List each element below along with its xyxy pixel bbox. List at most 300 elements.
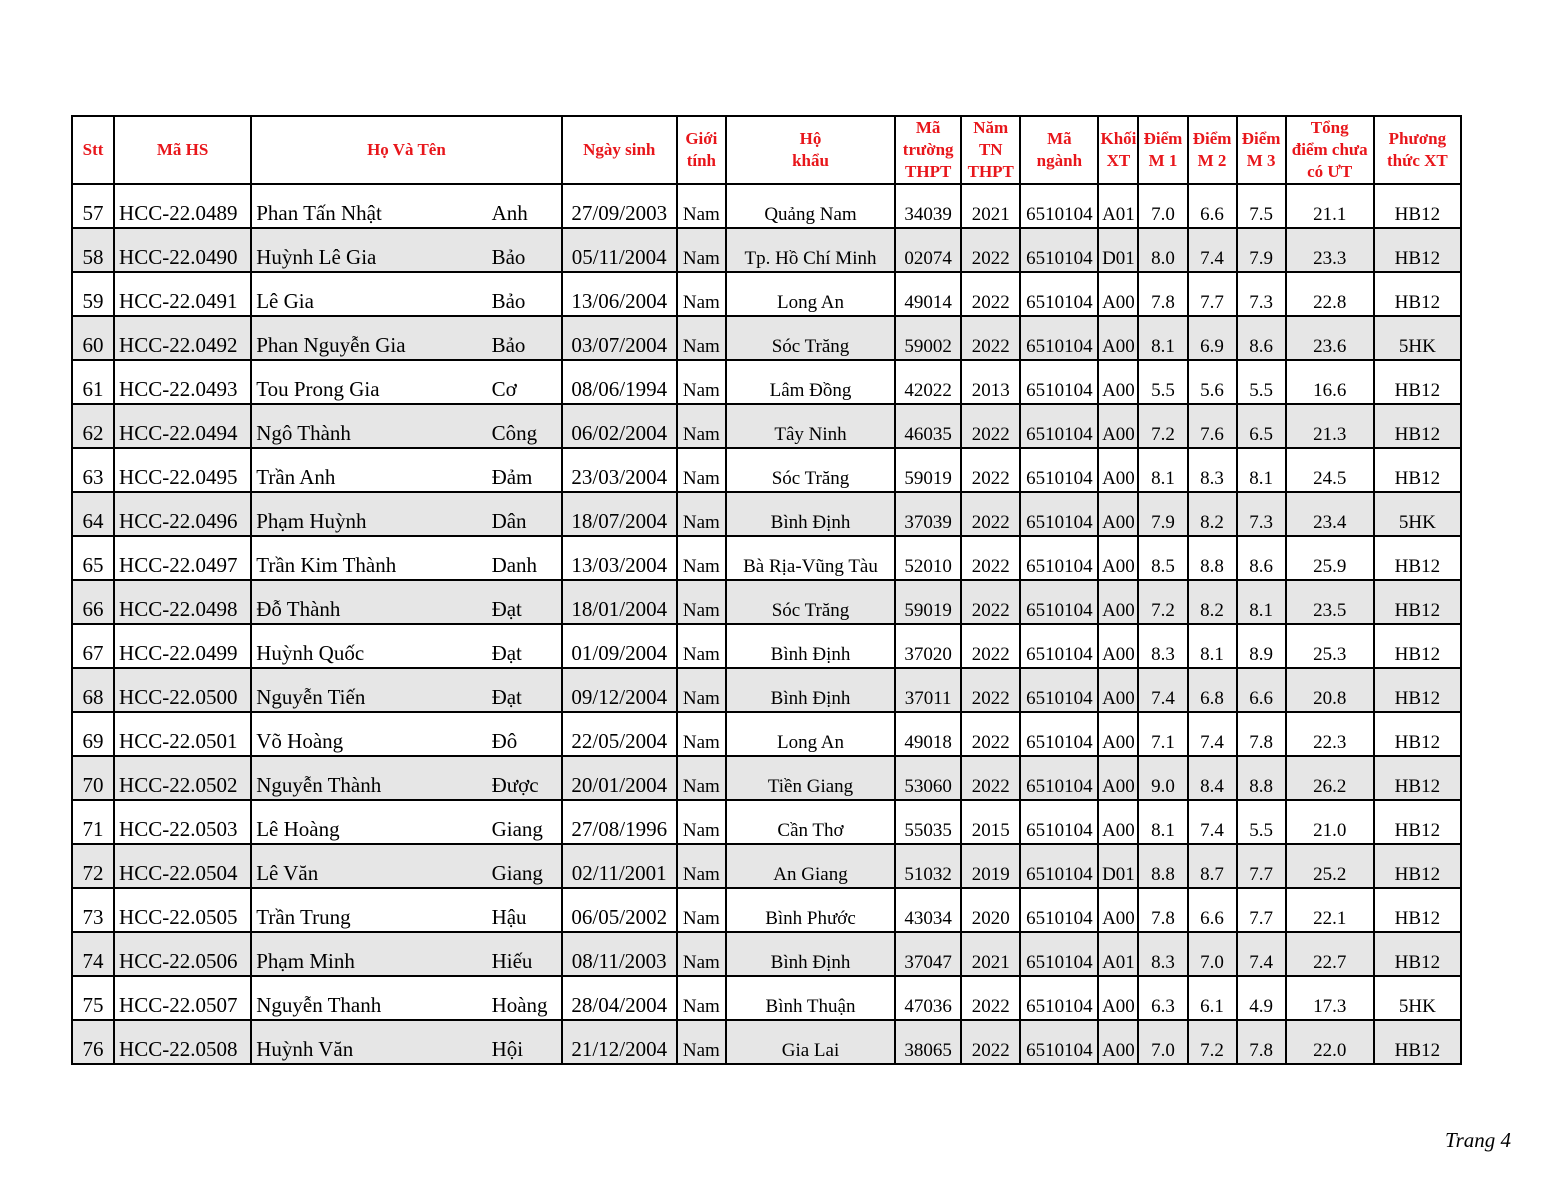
- residence-cell: Cần Thơ: [726, 800, 895, 844]
- stt-cell: 63: [72, 448, 114, 492]
- first-name-cell: Danh: [488, 536, 562, 580]
- method-cell: HB12: [1374, 228, 1461, 272]
- block-cell: A00: [1098, 448, 1138, 492]
- score-m2-cell: 6.8: [1188, 668, 1237, 712]
- student-id-cell: HCC-22.0498: [114, 580, 251, 624]
- last-name-cell: Phan Tấn Nhật: [251, 184, 487, 228]
- stt-cell: 68: [72, 668, 114, 712]
- header-ho-khau: Hộ khẩu: [726, 116, 895, 184]
- first-name-cell: Hậu: [488, 888, 562, 932]
- grad-year-cell: 2022: [961, 228, 1020, 272]
- major-code-cell: 6510104: [1020, 668, 1098, 712]
- school-code-cell: 59019: [895, 448, 961, 492]
- score-m3-cell: 5.5: [1237, 360, 1286, 404]
- student-id-cell: HCC-22.0503: [114, 800, 251, 844]
- table-row: [72, 800, 1461, 844]
- total-score-cell: 21.3: [1286, 404, 1374, 448]
- method-cell: 5HK: [1374, 976, 1461, 1020]
- header-tong-diem: Tổng điểm chưa có ƯT: [1286, 116, 1374, 184]
- score-m3-cell: 8.9: [1237, 624, 1286, 668]
- stt-cell: 67: [72, 624, 114, 668]
- score-m1-cell: 8.1: [1138, 316, 1187, 360]
- stt-cell: 76: [72, 1020, 114, 1064]
- student-id-cell: HCC-22.0492: [114, 316, 251, 360]
- residence-cell: Bình Thuận: [726, 976, 895, 1020]
- method-cell: HB12: [1374, 756, 1461, 800]
- score-m3-cell: 7.5: [1237, 184, 1286, 228]
- total-score-cell: 23.6: [1286, 316, 1374, 360]
- total-score-cell: 21.0: [1286, 800, 1374, 844]
- birth-date-cell: 20/01/2004: [562, 756, 677, 800]
- gender-cell: Nam: [677, 316, 726, 360]
- first-name-cell: Hội: [488, 1020, 562, 1064]
- score-m3-cell: 6.6: [1237, 668, 1286, 712]
- score-m3-cell: 8.6: [1237, 316, 1286, 360]
- residence-cell: Gia Lai: [726, 1020, 895, 1064]
- score-m3-cell: 8.8: [1237, 756, 1286, 800]
- block-cell: A00: [1098, 668, 1138, 712]
- block-cell: A00: [1098, 624, 1138, 668]
- total-score-cell: 22.3: [1286, 712, 1374, 756]
- table-row: [72, 624, 1461, 668]
- last-name-cell: Lê Hoàng: [251, 800, 487, 844]
- school-code-cell: 38065: [895, 1020, 961, 1064]
- header-ma-hs: Mã HS: [114, 116, 251, 184]
- score-m1-cell: 7.0: [1138, 1020, 1187, 1064]
- block-cell: A00: [1098, 756, 1138, 800]
- school-code-cell: 37039: [895, 492, 961, 536]
- gender-cell: Nam: [677, 1020, 726, 1064]
- grad-year-cell: 2022: [961, 272, 1020, 316]
- school-code-cell: 47036: [895, 976, 961, 1020]
- block-cell: A00: [1098, 976, 1138, 1020]
- major-code-cell: 6510104: [1020, 184, 1098, 228]
- student-id-cell: HCC-22.0499: [114, 624, 251, 668]
- grad-year-cell: 2022: [961, 976, 1020, 1020]
- student-id-cell: HCC-22.0491: [114, 272, 251, 316]
- birth-date-cell: 13/03/2004: [562, 536, 677, 580]
- score-m2-cell: 8.2: [1188, 580, 1237, 624]
- total-score-cell: 23.3: [1286, 228, 1374, 272]
- table-row: [72, 272, 1461, 316]
- grad-year-cell: 2022: [961, 624, 1020, 668]
- score-m3-cell: 6.5: [1237, 404, 1286, 448]
- score-m3-cell: 7.8: [1237, 712, 1286, 756]
- header-row: [72, 116, 1461, 184]
- header-ho-ten: Họ Và Tên: [251, 116, 561, 184]
- grad-year-cell: 2022: [961, 668, 1020, 712]
- block-cell: A00: [1098, 580, 1138, 624]
- method-cell: HB12: [1374, 712, 1461, 756]
- school-code-cell: 37020: [895, 624, 961, 668]
- residence-cell: Bà Rịa-Vũng Tàu: [726, 536, 895, 580]
- first-name-cell: Hiếu: [488, 932, 562, 976]
- stt-cell: 60: [72, 316, 114, 360]
- first-name-cell: Dân: [488, 492, 562, 536]
- grad-year-cell: 2013: [961, 360, 1020, 404]
- major-code-cell: 6510104: [1020, 360, 1098, 404]
- gender-cell: Nam: [677, 580, 726, 624]
- major-code-cell: 6510104: [1020, 448, 1098, 492]
- gender-cell: Nam: [677, 404, 726, 448]
- school-code-cell: 55035: [895, 800, 961, 844]
- first-name-cell: Anh: [488, 184, 562, 228]
- table-row: [72, 184, 1461, 228]
- grad-year-cell: 2022: [961, 712, 1020, 756]
- first-name-cell: Đô: [488, 712, 562, 756]
- score-m2-cell: 7.2: [1188, 1020, 1237, 1064]
- table-body: [72, 184, 1461, 1064]
- total-score-cell: 23.5: [1286, 580, 1374, 624]
- page-number: Trang 4: [1445, 1128, 1511, 1152]
- grad-year-cell: 2022: [961, 756, 1020, 800]
- score-m1-cell: 7.9: [1138, 492, 1187, 536]
- student-id-cell: HCC-22.0494: [114, 404, 251, 448]
- method-cell: HB12: [1374, 580, 1461, 624]
- student-id-cell: HCC-22.0497: [114, 536, 251, 580]
- grad-year-cell: 2022: [961, 1020, 1020, 1064]
- score-m2-cell: 6.6: [1188, 184, 1237, 228]
- method-cell: HB12: [1374, 888, 1461, 932]
- score-m1-cell: 6.3: [1138, 976, 1187, 1020]
- student-id-cell: HCC-22.0496: [114, 492, 251, 536]
- grad-year-cell: 2019: [961, 844, 1020, 888]
- residence-cell: Long An: [726, 712, 895, 756]
- table-row: [72, 932, 1461, 976]
- stt-cell: 75: [72, 976, 114, 1020]
- first-name-cell: Hoàng: [488, 976, 562, 1020]
- student-id-cell: HCC-22.0489: [114, 184, 251, 228]
- first-name-cell: Giang: [488, 800, 562, 844]
- stt-cell: 66: [72, 580, 114, 624]
- header-stt: Stt: [72, 116, 114, 184]
- last-name-cell: Huỳnh Văn: [251, 1020, 487, 1064]
- score-m1-cell: 7.4: [1138, 668, 1187, 712]
- student-id-cell: HCC-22.0507: [114, 976, 251, 1020]
- score-m3-cell: 7.3: [1237, 492, 1286, 536]
- score-m3-cell: 7.3: [1237, 272, 1286, 316]
- student-id-cell: HCC-22.0508: [114, 1020, 251, 1064]
- score-m1-cell: 7.0: [1138, 184, 1187, 228]
- table-row: [72, 844, 1461, 888]
- last-name-cell: Đỗ Thành: [251, 580, 487, 624]
- stt-cell: 73: [72, 888, 114, 932]
- total-score-cell: 25.9: [1286, 536, 1374, 580]
- total-score-cell: 25.3: [1286, 624, 1374, 668]
- table-row: [72, 536, 1461, 580]
- score-m2-cell: 7.4: [1188, 228, 1237, 272]
- table-row: [72, 1020, 1461, 1064]
- gender-cell: Nam: [677, 536, 726, 580]
- stt-cell: 64: [72, 492, 114, 536]
- total-score-cell: 23.4: [1286, 492, 1374, 536]
- stt-cell: 70: [72, 756, 114, 800]
- last-name-cell: Phạm Minh: [251, 932, 487, 976]
- student-id-cell: HCC-22.0505: [114, 888, 251, 932]
- method-cell: HB12: [1374, 184, 1461, 228]
- score-m3-cell: 7.8: [1237, 1020, 1286, 1064]
- student-list-table: [71, 115, 1462, 1065]
- first-name-cell: Công: [488, 404, 562, 448]
- gender-cell: Nam: [677, 844, 726, 888]
- first-name-cell: Đạt: [488, 668, 562, 712]
- school-code-cell: 46035: [895, 404, 961, 448]
- school-code-cell: 42022: [895, 360, 961, 404]
- residence-cell: Bình Định: [726, 624, 895, 668]
- method-cell: HB12: [1374, 668, 1461, 712]
- stt-cell: 71: [72, 800, 114, 844]
- score-m1-cell: 7.1: [1138, 712, 1187, 756]
- score-m2-cell: 8.7: [1188, 844, 1237, 888]
- table-row: [72, 888, 1461, 932]
- gender-cell: Nam: [677, 184, 726, 228]
- residence-cell: Bình Phước: [726, 888, 895, 932]
- student-id-cell: HCC-22.0490: [114, 228, 251, 272]
- score-m2-cell: 7.7: [1188, 272, 1237, 316]
- school-code-cell: 37047: [895, 932, 961, 976]
- last-name-cell: Trần Trung: [251, 888, 487, 932]
- birth-date-cell: 03/07/2004: [562, 316, 677, 360]
- first-name-cell: Cơ: [488, 360, 562, 404]
- score-m2-cell: 7.6: [1188, 404, 1237, 448]
- gender-cell: Nam: [677, 272, 726, 316]
- total-score-cell: 20.8: [1286, 668, 1374, 712]
- header-diem-m1: Điểm M 1: [1138, 116, 1187, 184]
- student-id-cell: HCC-22.0493: [114, 360, 251, 404]
- major-code-cell: 6510104: [1020, 888, 1098, 932]
- first-name-cell: Đạt: [488, 624, 562, 668]
- school-code-cell: 51032: [895, 844, 961, 888]
- score-m1-cell: 8.1: [1138, 800, 1187, 844]
- gender-cell: Nam: [677, 712, 726, 756]
- birth-date-cell: 23/03/2004: [562, 448, 677, 492]
- major-code-cell: 6510104: [1020, 712, 1098, 756]
- stt-cell: 72: [72, 844, 114, 888]
- score-m1-cell: 8.3: [1138, 932, 1187, 976]
- method-cell: HB12: [1374, 272, 1461, 316]
- residence-cell: Bình Định: [726, 668, 895, 712]
- table-row: [72, 712, 1461, 756]
- school-code-cell: 37011: [895, 668, 961, 712]
- birth-date-cell: 27/09/2003: [562, 184, 677, 228]
- total-score-cell: 22.1: [1286, 888, 1374, 932]
- birth-date-cell: 06/05/2002: [562, 888, 677, 932]
- score-m3-cell: 8.6: [1237, 536, 1286, 580]
- table-row: [72, 404, 1461, 448]
- student-id-cell: HCC-22.0500: [114, 668, 251, 712]
- school-code-cell: 43034: [895, 888, 961, 932]
- student-id-cell: HCC-22.0502: [114, 756, 251, 800]
- score-m1-cell: 8.0: [1138, 228, 1187, 272]
- score-m3-cell: 5.5: [1237, 800, 1286, 844]
- residence-cell: Tp. Hồ Chí Minh: [726, 228, 895, 272]
- birth-date-cell: 09/12/2004: [562, 668, 677, 712]
- stt-cell: 59: [72, 272, 114, 316]
- residence-cell: Tiền Giang: [726, 756, 895, 800]
- block-cell: A00: [1098, 492, 1138, 536]
- block-cell: A00: [1098, 712, 1138, 756]
- stt-cell: 62: [72, 404, 114, 448]
- header-ngay-sinh: Ngày sinh: [562, 116, 677, 184]
- first-name-cell: Giang: [488, 844, 562, 888]
- last-name-cell: Lê Gia: [251, 272, 487, 316]
- grad-year-cell: 2020: [961, 888, 1020, 932]
- residence-cell: Bình Định: [726, 492, 895, 536]
- last-name-cell: Phan Nguyễn Gia: [251, 316, 487, 360]
- block-cell: A00: [1098, 316, 1138, 360]
- score-m2-cell: 6.9: [1188, 316, 1237, 360]
- method-cell: HB12: [1374, 932, 1461, 976]
- last-name-cell: Nguyễn Thanh: [251, 976, 487, 1020]
- gender-cell: Nam: [677, 756, 726, 800]
- method-cell: 5HK: [1374, 316, 1461, 360]
- major-code-cell: 6510104: [1020, 404, 1098, 448]
- birth-date-cell: 21/12/2004: [562, 1020, 677, 1064]
- first-name-cell: Bảo: [488, 228, 562, 272]
- score-m2-cell: 8.3: [1188, 448, 1237, 492]
- first-name-cell: Được: [488, 756, 562, 800]
- residence-cell: Sóc Trăng: [726, 580, 895, 624]
- score-m2-cell: 5.6: [1188, 360, 1237, 404]
- total-score-cell: 22.0: [1286, 1020, 1374, 1064]
- block-cell: A00: [1098, 800, 1138, 844]
- block-cell: A00: [1098, 360, 1138, 404]
- method-cell: HB12: [1374, 404, 1461, 448]
- total-score-cell: 26.2: [1286, 756, 1374, 800]
- gender-cell: Nam: [677, 624, 726, 668]
- birth-date-cell: 05/11/2004: [562, 228, 677, 272]
- table-row: [72, 492, 1461, 536]
- last-name-cell: Huỳnh Quốc: [251, 624, 487, 668]
- method-cell: HB12: [1374, 536, 1461, 580]
- residence-cell: Sóc Trăng: [726, 316, 895, 360]
- block-cell: A00: [1098, 272, 1138, 316]
- birth-date-cell: 01/09/2004: [562, 624, 677, 668]
- residence-cell: Long An: [726, 272, 895, 316]
- header-phuong-thuc: Phương thức XT: [1374, 116, 1461, 184]
- header-ma-truong: Mã trường THPT: [895, 116, 961, 184]
- total-score-cell: 16.6: [1286, 360, 1374, 404]
- score-m2-cell: 6.6: [1188, 888, 1237, 932]
- grad-year-cell: 2021: [961, 932, 1020, 976]
- method-cell: 5HK: [1374, 492, 1461, 536]
- birth-date-cell: 18/07/2004: [562, 492, 677, 536]
- header-khoi-xt: Khối XT: [1098, 116, 1138, 184]
- header-ma-nganh: Mã ngành: [1020, 116, 1098, 184]
- grad-year-cell: 2022: [961, 316, 1020, 360]
- major-code-cell: 6510104: [1020, 1020, 1098, 1064]
- last-name-cell: Trần Kim Thành: [251, 536, 487, 580]
- score-m3-cell: 7.4: [1237, 932, 1286, 976]
- method-cell: HB12: [1374, 360, 1461, 404]
- major-code-cell: 6510104: [1020, 844, 1098, 888]
- stt-cell: 74: [72, 932, 114, 976]
- method-cell: HB12: [1374, 1020, 1461, 1064]
- block-cell: D01: [1098, 844, 1138, 888]
- residence-cell: Lâm Đồng: [726, 360, 895, 404]
- stt-cell: 58: [72, 228, 114, 272]
- major-code-cell: 6510104: [1020, 316, 1098, 360]
- last-name-cell: Trần Anh: [251, 448, 487, 492]
- grad-year-cell: 2022: [961, 448, 1020, 492]
- score-m1-cell: 8.8: [1138, 844, 1187, 888]
- last-name-cell: Võ Hoàng: [251, 712, 487, 756]
- score-m3-cell: 4.9: [1237, 976, 1286, 1020]
- score-m1-cell: 8.3: [1138, 624, 1187, 668]
- first-name-cell: Bảo: [488, 272, 562, 316]
- table-row: [72, 316, 1461, 360]
- gender-cell: Nam: [677, 888, 726, 932]
- score-m1-cell: 7.2: [1138, 580, 1187, 624]
- first-name-cell: Đạt: [488, 580, 562, 624]
- score-m1-cell: 7.8: [1138, 888, 1187, 932]
- score-m1-cell: 8.5: [1138, 536, 1187, 580]
- residence-cell: Sóc Trăng: [726, 448, 895, 492]
- score-m2-cell: 8.4: [1188, 756, 1237, 800]
- grad-year-cell: 2022: [961, 580, 1020, 624]
- block-cell: A00: [1098, 888, 1138, 932]
- block-cell: D01: [1098, 228, 1138, 272]
- birth-date-cell: 02/11/2001: [562, 844, 677, 888]
- last-name-cell: Ngô Thành: [251, 404, 487, 448]
- major-code-cell: 6510104: [1020, 536, 1098, 580]
- school-code-cell: 52010: [895, 536, 961, 580]
- score-m2-cell: 7.4: [1188, 800, 1237, 844]
- student-id-cell: HCC-22.0506: [114, 932, 251, 976]
- total-score-cell: 24.5: [1286, 448, 1374, 492]
- grad-year-cell: 2021: [961, 184, 1020, 228]
- score-m1-cell: 8.1: [1138, 448, 1187, 492]
- header-nam-tn: Năm TN THPT: [961, 116, 1020, 184]
- residence-cell: Bình Định: [726, 932, 895, 976]
- major-code-cell: 6510104: [1020, 492, 1098, 536]
- score-m3-cell: 7.9: [1237, 228, 1286, 272]
- total-score-cell: 25.2: [1286, 844, 1374, 888]
- score-m2-cell: 8.2: [1188, 492, 1237, 536]
- major-code-cell: 6510104: [1020, 624, 1098, 668]
- residence-cell: Quảng Nam: [726, 184, 895, 228]
- gender-cell: Nam: [677, 492, 726, 536]
- gender-cell: Nam: [677, 800, 726, 844]
- gender-cell: Nam: [677, 228, 726, 272]
- first-name-cell: Bảo: [488, 316, 562, 360]
- table-row: [72, 360, 1461, 404]
- major-code-cell: 6510104: [1020, 228, 1098, 272]
- header-diem-m2: Điểm M 2: [1188, 116, 1237, 184]
- total-score-cell: 21.1: [1286, 184, 1374, 228]
- score-m3-cell: 8.1: [1237, 448, 1286, 492]
- table-row: [72, 976, 1461, 1020]
- last-name-cell: Phạm Huỳnh: [251, 492, 487, 536]
- last-name-cell: Huỳnh Lê Gia: [251, 228, 487, 272]
- grad-year-cell: 2022: [961, 404, 1020, 448]
- first-name-cell: Đảm: [488, 448, 562, 492]
- score-m1-cell: 5.5: [1138, 360, 1187, 404]
- school-code-cell: 59002: [895, 316, 961, 360]
- header-diem-m3: Điểm M 3: [1237, 116, 1286, 184]
- student-id-cell: HCC-22.0504: [114, 844, 251, 888]
- major-code-cell: 6510104: [1020, 932, 1098, 976]
- score-m2-cell: 7.0: [1188, 932, 1237, 976]
- method-cell: HB12: [1374, 624, 1461, 668]
- school-code-cell: 49014: [895, 272, 961, 316]
- school-code-cell: 53060: [895, 756, 961, 800]
- stt-cell: 61: [72, 360, 114, 404]
- school-code-cell: 59019: [895, 580, 961, 624]
- score-m3-cell: 7.7: [1237, 888, 1286, 932]
- block-cell: A00: [1098, 536, 1138, 580]
- grad-year-cell: 2022: [961, 536, 1020, 580]
